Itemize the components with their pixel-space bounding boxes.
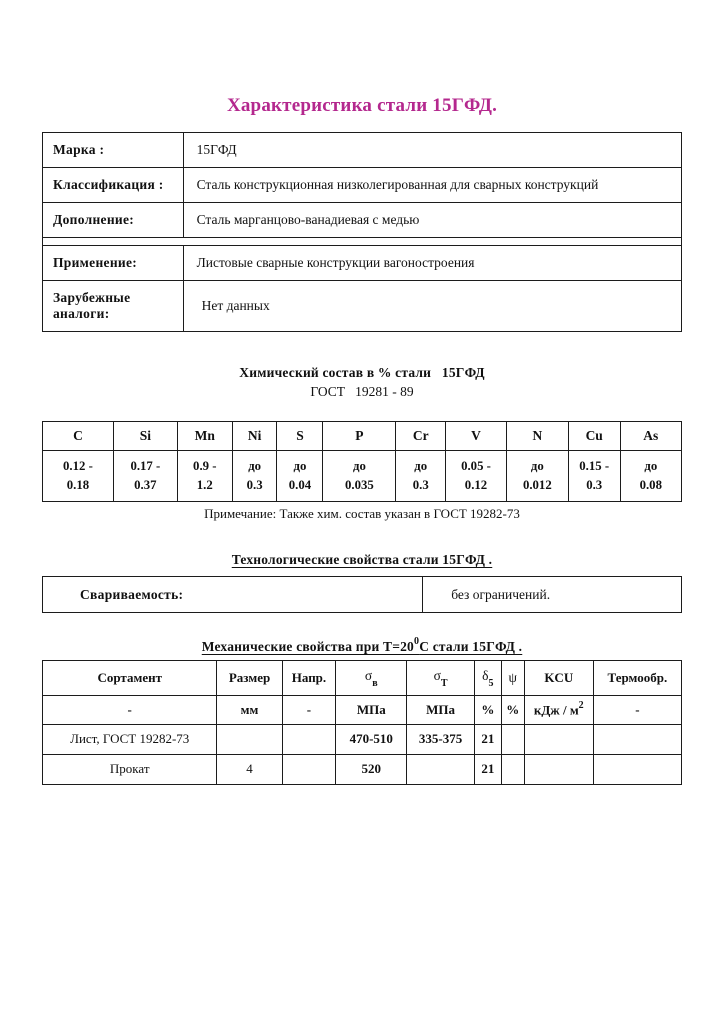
spacer-cell — [43, 238, 682, 246]
table-row — [43, 577, 682, 613]
chem-col-Mn: Mn — [177, 422, 232, 451]
info-value-klassifikaciya: Сталь конструкционная низколегированная для сварных конструкций — [183, 168, 681, 203]
mech-unit-3: МПа — [336, 695, 407, 724]
mech-data-row-prokat — [43, 754, 682, 784]
mech-unit-2: - — [282, 695, 336, 724]
chem-col-Cr: Cr — [396, 422, 446, 451]
info-value-primenenie: Листовые сварные конструкции вагоностроения — [183, 246, 681, 281]
page-title: Характеристика стали 15ГФД. — [226, 95, 498, 116]
chem-value-V: 0.05 - 0.12 — [446, 451, 507, 502]
mech-cell: 335-375 — [407, 724, 475, 754]
mech-col-sigma-v: $\sigma_в$ — [336, 660, 407, 695]
tech-label-svarivaemost: Свариваемость: — [43, 577, 423, 613]
mech-unit-4: МПа — [407, 695, 475, 724]
mech-unit-1: мм — [217, 695, 282, 724]
tech-value-svarivaemost: без ограничений. — [423, 577, 682, 613]
info-value-analogi: Нет данных — [183, 281, 681, 332]
chem-value-As: до 0.08 — [620, 451, 681, 502]
chem-col-P: P — [323, 422, 396, 451]
mech-cell: Прокат — [43, 754, 217, 784]
chemical-composition-table — [42, 421, 682, 502]
table-row — [43, 203, 682, 238]
mech-header-row — [43, 660, 682, 695]
mech-cell: Лист, ГОСТ 19282-73 — [43, 724, 217, 754]
chem-col-V: V — [446, 422, 507, 451]
chem-value-P: до 0.035 — [323, 451, 396, 502]
chem-value-N: до 0.012 — [506, 451, 568, 502]
mech-cell — [524, 724, 593, 754]
chem-value-Si: 0.17 - 0.37 — [113, 451, 177, 502]
chem-value-C: 0.12 - 0.18 — [43, 451, 114, 502]
mech-cell — [501, 754, 524, 784]
info-value-marka: 15ГФД — [183, 133, 681, 168]
chemical-gost-subheading: ГОСТ 19281 - 89 — [310, 384, 414, 399]
mech-cell — [282, 754, 336, 784]
info-label-marka: Марка : — [43, 133, 184, 168]
info-label-analogi: Зарубежные аналоги: — [43, 281, 184, 332]
chem-col-Cu: Cu — [568, 422, 620, 451]
mech-unit-0: - — [43, 695, 217, 724]
chem-value-Cu: 0.15 - 0.3 — [568, 451, 620, 502]
chem-value-S: до 0.04 — [277, 451, 323, 502]
table-row — [43, 246, 682, 281]
mech-cell: 21 — [474, 724, 501, 754]
chem-header-row — [43, 422, 682, 451]
mech-col-psi: ψ — [501, 660, 524, 695]
steel-info-table — [42, 132, 682, 332]
mech-col-razmer: Размер — [217, 660, 282, 695]
mech-cell: 4 — [217, 754, 282, 784]
tech-properties-table — [42, 576, 682, 613]
mech-unit-6: % — [501, 695, 524, 724]
chem-col-C: C — [43, 422, 114, 451]
mech-data-row-list — [43, 724, 682, 754]
chem-value-Ni: до 0.3 — [232, 451, 277, 502]
table-row — [43, 168, 682, 203]
mech-cell — [593, 724, 681, 754]
mech-unit-7: кДж / $м^2$ — [524, 695, 593, 724]
mech-cell — [407, 754, 475, 784]
chemical-note: Примечание: Также хим. состав указан в ГОСТ 19282-73 — [204, 506, 520, 521]
mech-col-sigma-t: $\sigma_Т$ — [407, 660, 475, 695]
mech-cell — [282, 724, 336, 754]
info-value-dopolnenie: Сталь марганцово-ванадиевая с медью — [183, 203, 681, 238]
mech-cell: 21 — [474, 754, 501, 784]
mech-cell — [501, 724, 524, 754]
table-row — [43, 133, 682, 168]
mech-col-napr: Напр. — [282, 660, 336, 695]
info-label-klassifikaciya: Классификация : — [43, 168, 184, 203]
info-label-dopolnenie: Дополнение: — [43, 203, 184, 238]
mech-col-sortament: Сортамент — [43, 660, 217, 695]
mech-unit-5: % — [474, 695, 501, 724]
mech-units-row — [43, 695, 682, 724]
mech-unit-8: - — [593, 695, 681, 724]
mech-cell — [524, 754, 593, 784]
tech-section-heading: Технологические свойства стали 15ГФД . — [231, 552, 493, 567]
mech-cell — [593, 754, 681, 784]
chem-value-Mn: 0.9 - 1.2 — [177, 451, 232, 502]
mech-col-kcu: KCU — [524, 660, 593, 695]
info-label-primenenie: Применение: — [43, 246, 184, 281]
chem-col-S: S — [277, 422, 323, 451]
chem-col-Ni: Ni — [232, 422, 277, 451]
chemical-section-heading: Химический состав в % стали 15ГФД — [239, 365, 485, 380]
mech-col-delta5: $\delta_5$ — [474, 660, 501, 695]
mechanical-properties-table — [42, 660, 682, 785]
mech-cell: 520 — [336, 754, 407, 784]
chem-values-row — [43, 451, 682, 502]
spacer-row — [43, 238, 682, 246]
chem-col-Si: Si — [113, 422, 177, 451]
chem-col-As: As — [620, 422, 681, 451]
chem-value-Cr: до 0.3 — [396, 451, 446, 502]
mech-section-heading: Механические свойства при $Т=20^0С$ стали 15ГФД . — [201, 636, 523, 654]
table-row — [43, 281, 682, 332]
mech-col-termoobr: Термообр. — [593, 660, 681, 695]
chem-col-N: N — [506, 422, 568, 451]
mech-cell: 470-510 — [336, 724, 407, 754]
mech-cell — [217, 724, 282, 754]
